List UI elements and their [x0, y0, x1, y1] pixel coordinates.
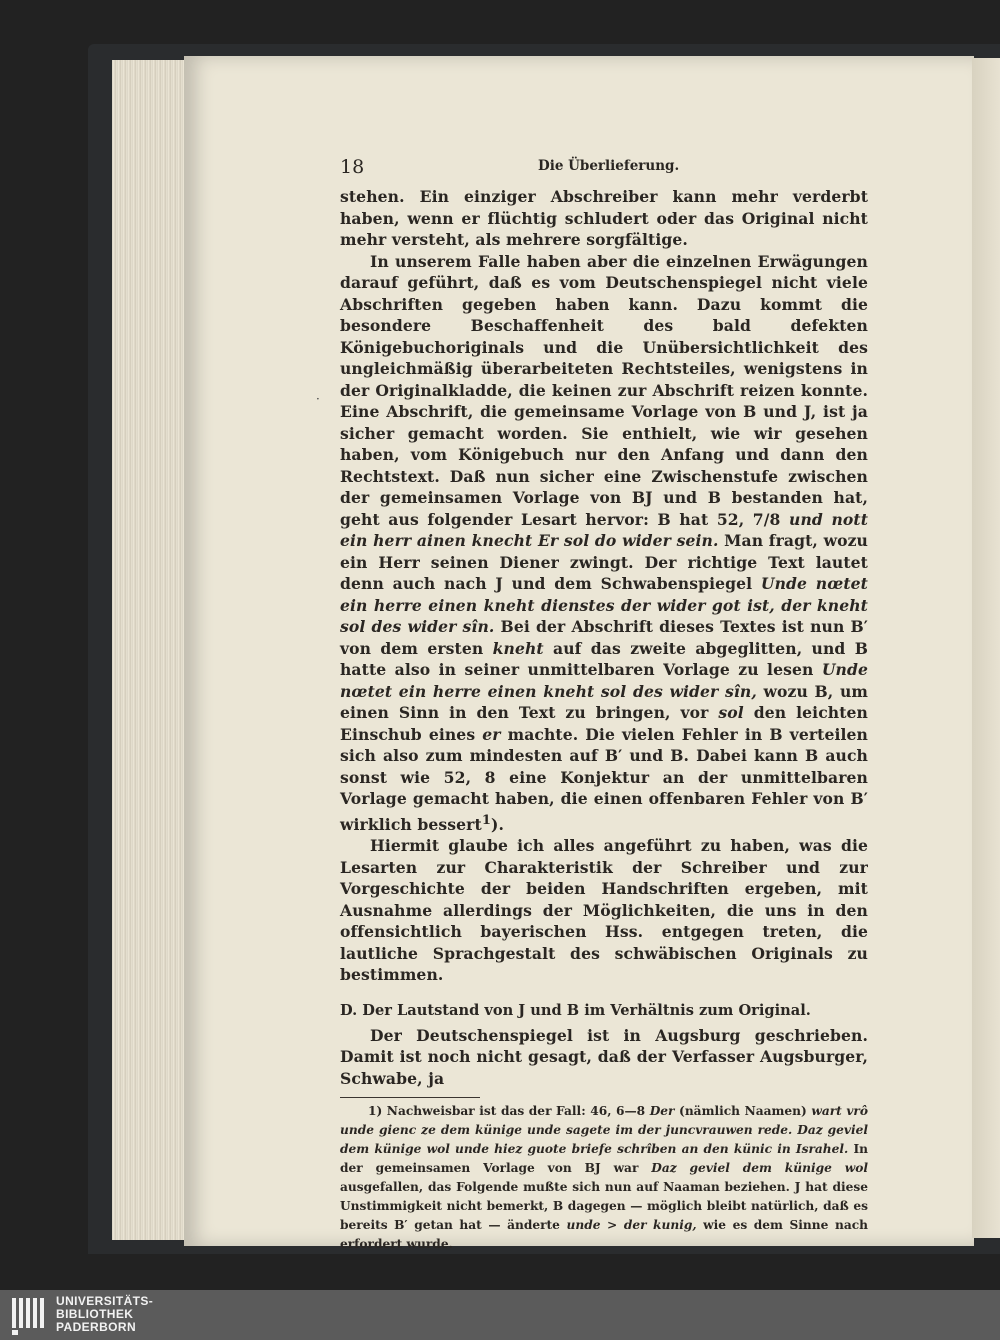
- text-run: Bei der Abschrift dieses Textes ist nun B′ von dem ersten: [340, 617, 868, 658]
- text-run: Man fragt, wozu ein Herr seinen Diener zwingt. Der richtige Text lautet denn auch nach J und dem Schwabenspiegel: [340, 531, 868, 593]
- next-page-edge: [972, 58, 1000, 1238]
- text-run: machte. Die vielen Fehler in B verteilen sich also zum mindesten auf B′ und B. Dabei kann B auch sonst wie 52, 8 eine Konjektur an der unmittelbaren Vorlage gemacht haben, die einen offenbaren Fehler von B′ wirklich bessert: [340, 724, 868, 834]
- paragraph: [340, 1025, 868, 1090]
- logo-line: BIBLIOTHEK: [56, 1307, 134, 1321]
- quote-run: Unde nœtet ein herre einen kneht dienstes der wider got ist, der kneht sol des wider sîn.: [340, 574, 868, 636]
- quote-run: der kunig,: [623, 1218, 697, 1233]
- footnote-ref: 1: [481, 812, 491, 828]
- footnote: [340, 1102, 868, 1254]
- paragraph: [340, 186, 868, 251]
- text-run: ausgefallen, das Folgende mußte sich nun auf Naaman beziehen. J hat diese Unstimmigkeit nicht bemerkt, B dagegen — möglich bleibt natürlich, daß es bereits B′ getan hat — änderte: [340, 1180, 868, 1233]
- quote-run: unde: [566, 1218, 601, 1233]
- quote-run: Der: [649, 1104, 675, 1119]
- text-run: Hiermit glaube ich alles angeführt zu haben, was die Lesarten zur Charakteristik der Schreiber und zur Vorgeschichte der beiden Handschriften ergeben, mit Ausnahme allerdings der Möglichkeiten, die uns in den offensichtlich bayerischen Hss. entgegen treten, die lautliche Sprachgestalt des schwäbischen Originals zu bestimmen.: [340, 836, 868, 985]
- text-run: In unserem Falle haben aber die einzelnen Erwägungen darauf geführt, daß es vom Deutschenspiegel nicht viele Abschriften gegeben haben kann. Dazu kommt die besondere Beschaffenheit des bald defekten Königebuchoriginals und die Unübersichtlichkeit des ungleichmäßig überarbeiteten Rechtsteiles, wenigstens in der Originalkladde, die keinen zur Abschrift reizen konnte. Eine Abschrift, die gemeinsame Vorlage von B und J, ist ja sicher gemacht worden. Sie enthielt, wie wir gesehen haben, vom Königebuch nur den Anfang und dann den Rechtstext. Daß nun sicher eine Zwischenstufe zwischen der gemeinsamen Vorlage von BJ und B bestanden hat, geht aus folgender Lesart hervor: B hat 52, 7/8: [340, 251, 868, 529]
- margin-mark: [316, 392, 322, 398]
- footnote-text: [340, 1102, 868, 1254]
- library-logo-text: [56, 1295, 153, 1334]
- paragraph: [340, 835, 868, 986]
- quote-run: wart vrô unde gienc ze dem künige unde sagete im der juncvrauwen rede. Daz geviel dem künige wol unde hiez guote briefe schrîben an den künic in Israhel.: [340, 1104, 868, 1157]
- text-run: wozu B, um einen Sinn in den Text zu bringen, vor: [340, 681, 868, 722]
- text-run: auf das zweite abgeglitten, und B hatte also in seiner unmittelbaren Vorlage zu lesen: [340, 638, 868, 679]
- text-run: ).: [490, 814, 504, 834]
- text-run: 1) Nachweisbar ist das der Fall: 46, 6—8: [368, 1104, 650, 1119]
- logo-line: UNIVERSITÄTS-: [56, 1294, 154, 1308]
- library-footer: [0, 1290, 1000, 1340]
- page-text: [340, 152, 868, 1254]
- quote-run: sol: [718, 703, 744, 722]
- quote-run: Unde nœtet ein herre einen kneht sol des wider sîn,: [340, 660, 868, 701]
- text-run: stehen. Ein einziger Abschreiber kann mehr verderbt haben, wenn er flüchtig schludert oder das Original nicht mehr versteht, als mehrere sorgfältige.: [340, 187, 868, 249]
- body-text: [340, 186, 868, 1089]
- text-run: wie es dem Sinne nach erfordert wurde.: [340, 1218, 868, 1252]
- text-run: In der gemeinsamen Vorlage von BJ war: [340, 1142, 869, 1176]
- running-head: Die Überlieferung.: [538, 158, 680, 174]
- quote-run: Daz geviel dem künige wol: [651, 1161, 868, 1176]
- page-edges: [112, 60, 188, 1240]
- text-run: >: [600, 1218, 624, 1233]
- quote-run: kneht: [492, 638, 544, 658]
- page-header: [340, 152, 868, 186]
- paragraph: [340, 251, 868, 836]
- section-heading: D. Der Lautstand von J und B im Verhältnis zum Original.: [340, 1001, 811, 1019]
- footnote-divider: [340, 1097, 480, 1098]
- library-logo-icon: [10, 1294, 50, 1336]
- quote-run: er: [482, 724, 501, 744]
- quote-run: und nott ein herr ainen knecht Er sol do wider sein.: [340, 509, 868, 550]
- text-run: den leichten Einschub eines: [340, 703, 868, 744]
- text-run: (nämlich Naamen): [674, 1104, 812, 1119]
- text-run: Der Deutschenspiegel ist in Augsburg geschrieben. Damit ist noch nicht gesagt, daß der Verfasser Augsburger, Schwabe, ja: [340, 1025, 868, 1088]
- page-number: 18: [340, 156, 365, 178]
- logo-line: PADERBORN: [56, 1320, 137, 1334]
